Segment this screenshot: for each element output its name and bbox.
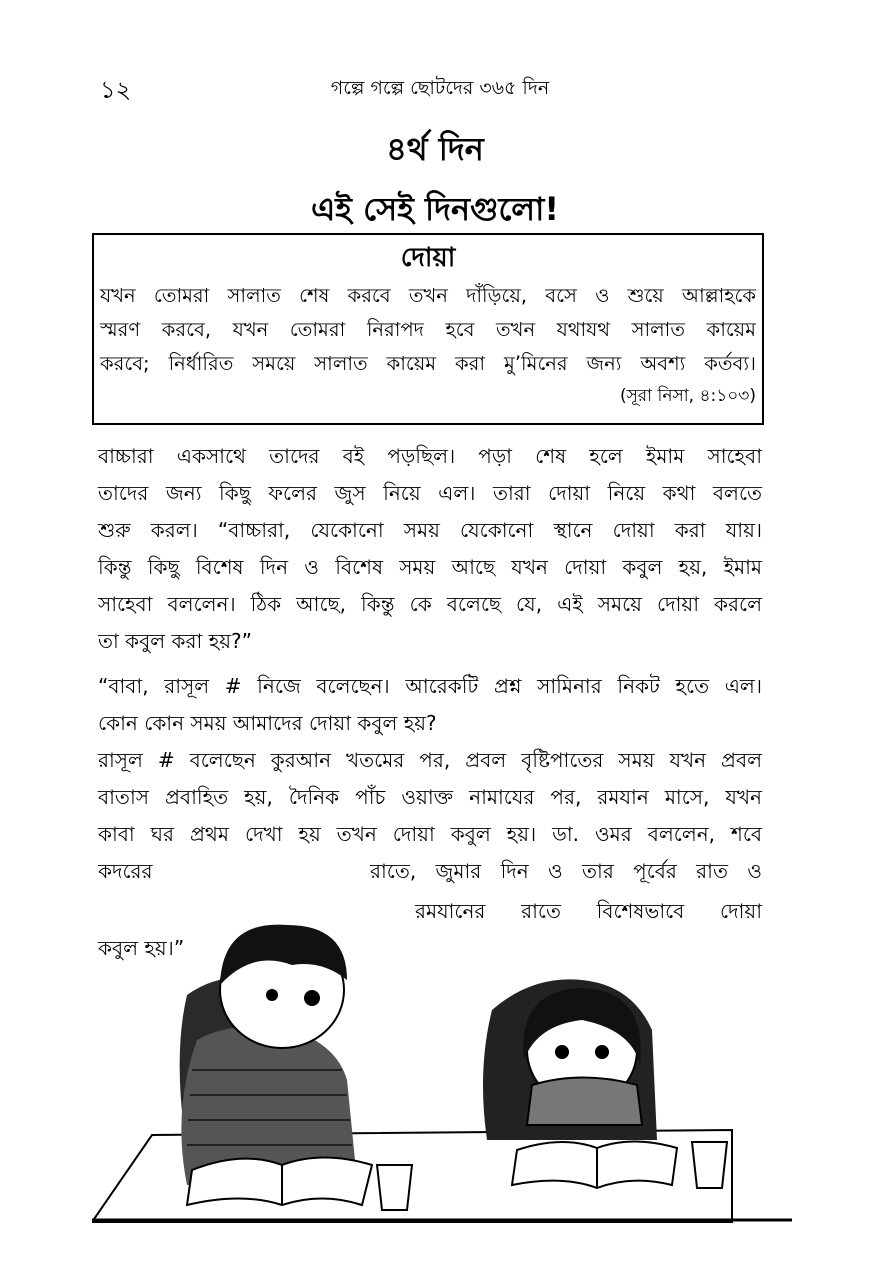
text-line: বাতাস প্রবাহিত হয়, দৈনিক পাঁচ ওয়াক্ত নামাযের পর, রমযান মাসে, যখন bbox=[98, 785, 762, 809]
paragraph-2 bbox=[98, 668, 762, 742]
dua-reference: (সূরা নিসা, ৪:১০৩) bbox=[619, 386, 756, 406]
text-line: “বাবা, রাসূল # নিজে বলেছেন। আরেকটি প্রশ্ন সামিনার নিকট হতে এল। bbox=[98, 674, 762, 698]
dua-text bbox=[100, 279, 756, 381]
wrap-left-word: কদরের bbox=[98, 859, 153, 883]
paragraph-3 bbox=[98, 742, 762, 853]
text-line: সাহেবা বললেন। ঠিক আছে, কিন্তু কে বলেছে যে, এই সময়ে দোয়া করলে bbox=[98, 592, 762, 616]
day-title: ৪র্থ দিন bbox=[386, 130, 484, 168]
dua-heading: দোয়া bbox=[400, 243, 456, 273]
dua-line: যখন তোমরা সালাত শেষ করবে তখন দাঁড়িয়ে, বসে ও শুয়ে আল্লাহকে bbox=[100, 284, 756, 307]
text-line: কাবা ঘর প্রথম দেখা হয় তখন দোয়া কবুল হয়। ডা. ওমর বললেন, শবে bbox=[98, 822, 762, 846]
dua-line: স্মরণ করবে, যখন তোমরা নিরাপদ হবে তখন যথাযথ সালাত কায়েম bbox=[100, 318, 756, 341]
text-line: রাসূল # বলেছেন কুরআন খতমের পর, প্রবল বৃষ্টিপাতের সময় যখন প্রবল bbox=[98, 748, 762, 772]
story-title: এই সেই দিনগুলো! bbox=[310, 190, 560, 228]
page-header bbox=[100, 72, 780, 106]
wrap-right-line-2: রমযানের রাতে বিশেষভাবে দোয়া bbox=[415, 899, 762, 923]
text-line: তাদের জন্য কিছু ফলের জুস নিয়ে এল। তারা দোয়া নিয়ে কথা বলতে bbox=[98, 481, 762, 505]
text-line: তা কবুল করা হয়?” bbox=[98, 629, 252, 653]
text-line: কিন্তু কিছু বিশেষ দিন ও বিশেষ সময় আছে যখন দোয়া কবুল হয়, ইমাম bbox=[98, 555, 762, 579]
dua-box bbox=[92, 233, 764, 425]
wrap-final-line: কবুল হয়।” bbox=[98, 936, 185, 960]
paragraph-1 bbox=[98, 438, 762, 660]
wrap-right-line-1: রাতে, জুমার দিন ও তার পূর্বের রাত ও bbox=[370, 859, 762, 883]
text-line: বাচ্চারা একসাথে তাদের বই পড়ছিল। পড়া শেষ হলে ইমাম সাহেবা bbox=[98, 444, 762, 468]
page-number: ১২ bbox=[100, 76, 132, 104]
running-title: গল্পে গল্পে ছোটদের ৩৬৫ দিন bbox=[330, 77, 550, 99]
children-reading-illustration bbox=[92, 880, 792, 1225]
dua-line: করবে; নির্ধারিত সময়ে সালাত কায়েম করা মু’মিনের জন্য অবশ্য কর্তব্য। bbox=[100, 352, 756, 375]
text-line: কোন কোন সময় আমাদের দোয়া কবুল হয়? bbox=[98, 711, 437, 735]
text-line: শুরু করল। “বাচ্চারা, যেকোনো সময় যেকোনো স্থানে দোয়া করা যায়। bbox=[98, 518, 762, 542]
